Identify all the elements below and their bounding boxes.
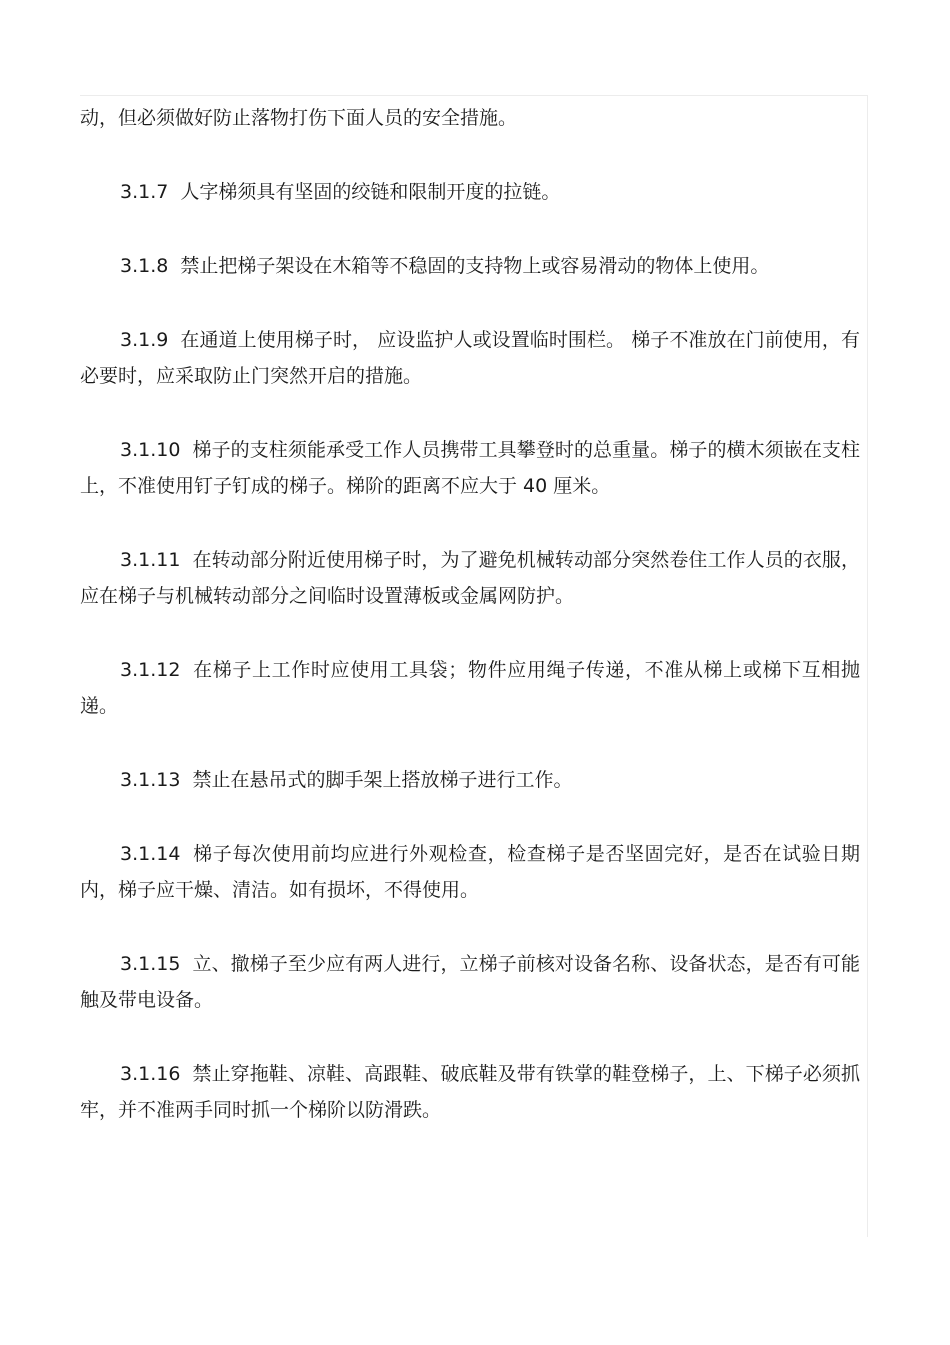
paragraph-text: 动，但必须做好防止落物打伤下面人员的安全措施。 [80, 107, 518, 129]
clause-number: 3.1.9 [120, 329, 169, 351]
clause-3-1-13 [80, 762, 860, 798]
clause-text: 梯子的支柱须能承受工作人员携带工具攀登时的总重量。梯子的横木须嵌在支柱上，不准使用钉子钉成的梯子。梯阶的距离不应大于 40 厘米。 [80, 439, 860, 497]
clause-number: 3.1.12 [120, 659, 181, 681]
clause-number: 3.1.7 [120, 181, 169, 203]
document-body [80, 100, 860, 1166]
clause-number: 3.1.8 [120, 255, 169, 277]
paragraph-continuation [80, 100, 860, 136]
clause-text: 禁止在悬吊式的脚手架上搭放梯子进行工作。 [192, 769, 573, 791]
clause-text: 人字梯须具有坚固的绞链和限制开度的拉链。 [180, 181, 561, 203]
clause-text: 在转动部分附近使用梯子时，为了避免机械转动部分突然卷住工作人员的衣服，应在梯子与机械转动部分之间临时设置薄板或金属网防护。 [80, 549, 860, 607]
clause-3-1-10 [80, 432, 860, 504]
clause-text: 禁止穿拖鞋、凉鞋、高跟鞋、破底鞋及带有铁掌的鞋登梯子，上、下梯子必须抓牢，并不准两手同时抓一个梯阶以防滑跌。 [80, 1063, 860, 1121]
clause-number: 3.1.11 [120, 549, 181, 571]
clause-text: 在通道上使用梯子时， 应设监护人或设置临时围栏。 梯子不准放在门前使用，有必要时，应采取防止门突然开启的措施。 [80, 329, 860, 387]
clause-3-1-12 [80, 652, 860, 724]
clause-3-1-9 [80, 322, 860, 394]
clause-number: 3.1.10 [120, 439, 181, 461]
clause-number: 3.1.15 [120, 953, 181, 975]
clause-text: 在梯子上工作时应使用工具袋；物件应用绳子传递，不准从梯上或梯下互相抛递。 [80, 659, 860, 717]
clause-3-1-16 [80, 1056, 860, 1128]
clause-number: 3.1.16 [120, 1063, 181, 1085]
clause-3-1-8 [80, 248, 860, 284]
clause-number: 3.1.13 [120, 769, 181, 791]
clause-text: 禁止把梯子架设在木箱等不稳固的支持物上或容易滑动的物体上使用。 [180, 255, 770, 277]
clause-3-1-7 [80, 174, 860, 210]
clause-3-1-11 [80, 542, 860, 614]
clause-text: 梯子每次使用前均应进行外观检查，检查梯子是否坚固完好，是否在试验日期内，梯子应干燥、清洁。如有损坏，不得使用。 [80, 843, 860, 901]
clause-3-1-14 [80, 836, 860, 908]
clause-text: 立、撤梯子至少应有两人进行，立梯子前核对设备名称、设备状态，是否有可能触及带电设备。 [80, 953, 860, 1011]
clause-3-1-15 [80, 946, 860, 1018]
clause-number: 3.1.14 [120, 843, 181, 865]
